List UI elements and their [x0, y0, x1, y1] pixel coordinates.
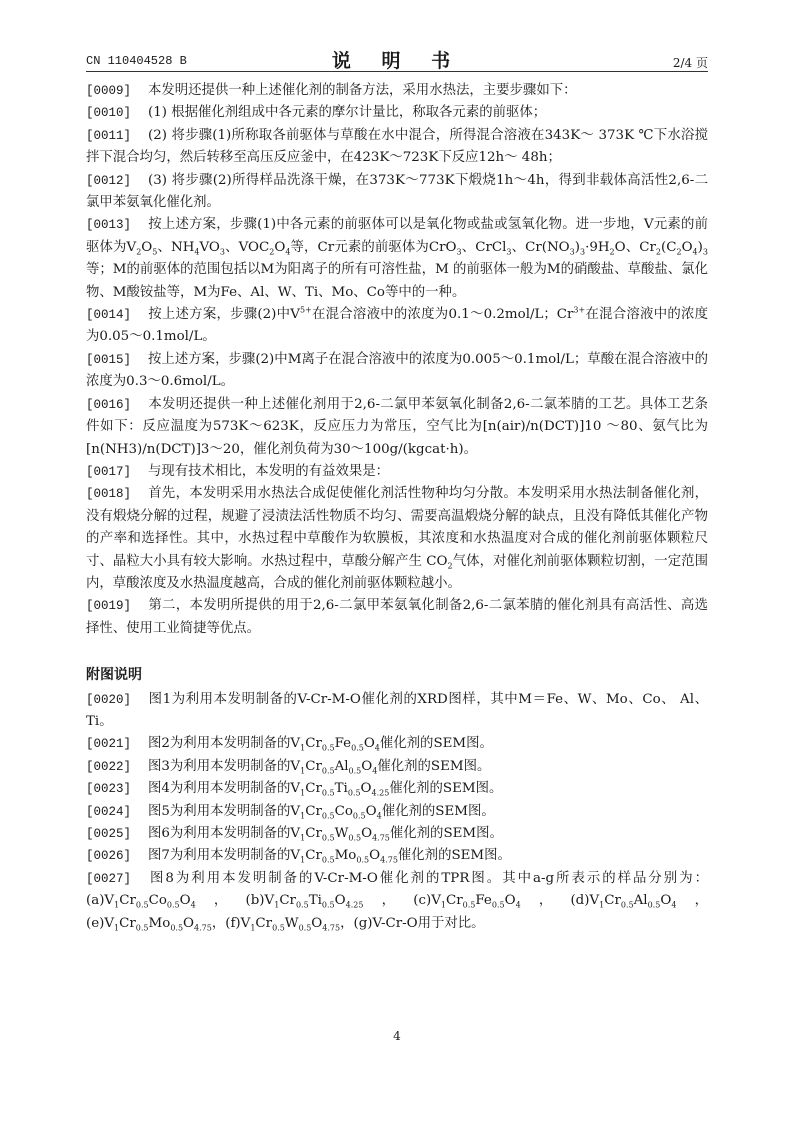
- paragraph-p0016: [86, 394, 708, 461]
- figure-description-list: [86, 689, 708, 935]
- paragraph-text: 图1为利用本发明制备的V-Cr-M-O催化剂的XRD图样，其中M＝Fe、W、Mo、Co、 Al、 Ti。: [86, 691, 708, 729]
- paragraph-number: [0025]: [86, 827, 132, 841]
- document-body: [86, 80, 708, 935]
- paragraph-p0020: [86, 689, 708, 734]
- paragraph-text: 本发明还提供一种上述催化剂的制备方法，采用水热法，主要步骤如下：: [148, 83, 577, 98]
- section-title: 附图说明: [86, 667, 142, 684]
- paragraph-text: 图3为利用本发明制备的$V_1Cr_{0.5}Al_{0.5}O_4$催化剂的SEM图。: [148, 758, 491, 776]
- paragraph-text: 第二，本发明所提供的用于2,6-二氯甲苯氨氧化制备2,6-二氯苯腈的催化剂具有高活性、高选择性、使用工业简捷等优点。: [86, 598, 708, 636]
- paragraph-number: [0016]: [86, 397, 132, 412]
- paragraph-text: (3) 将步骤(2)所得样品洗涤干燥，在373K～773K下煅烧1h～4h，得到非载体高活性2,6-二氯甲苯氨氧化催化剂。: [86, 172, 708, 211]
- paragraph-number: [0026]: [86, 849, 132, 864]
- patent-number: CN 110404528 B: [86, 54, 187, 68]
- paragraph-text: 按上述方案，步骤(2)中$V^{5+}$在混合溶液中的浓度为0.1～0.2mol/L；$Cr^{3+}$在混合溶液中的浓度为0.05～0.1mol/L。: [86, 305, 709, 345]
- paragraph-p0011: [86, 125, 708, 170]
- paragraph-text: (2) 将步骤(1)所称取各前驱体与草酸在水中混合，所得混合溶液在343K～ 373K ℃下水浴搅拌下混合均匀，然后转移至高压反应釜中，在423K～723K下反应12h～ 48h；: [86, 127, 708, 166]
- paragraph-p0015: [86, 349, 708, 394]
- page-indicator: 2/4 页: [672, 56, 708, 70]
- paragraph-number: [0020]: [86, 692, 132, 707]
- paragraph-text: 图6为利用本发明制备的$V_1Cr_{0.5}W_{0.5}O_{4.75}$催化剂的SEM图。: [148, 826, 503, 843]
- page-number: 4: [393, 1029, 401, 1043]
- paragraph-p0019: [86, 595, 708, 640]
- paragraph-list: [86, 80, 708, 640]
- paragraph-number: [0010]: [86, 106, 132, 121]
- paragraph-p0022: [86, 756, 708, 778]
- paragraph-number: [0027]: [86, 871, 132, 886]
- paragraph-p0012: [86, 170, 708, 215]
- paragraph-number: [0011]: [86, 128, 132, 143]
- paragraph-p0024: [86, 801, 708, 823]
- paragraph-p0010: [86, 102, 708, 124]
- paragraph-number: [0022]: [86, 759, 132, 774]
- document-title: 说 明 书: [331, 50, 463, 72]
- paragraph-text: 按上述方案，步骤(1)中各元素的前驱体可以是氧化物或盐或氢氧化物。进一步地，V元素的前驱体为$V_2O_5$、$NH_4VO_3$、$VOC_2O_4$等，Cr元素的前驱体为CrO$_3$、CrCl$_3$、$Cr(NO_3)_3\cdot 9H_2O$、$Cr_2(C_2O_4)_3$等；M的前驱体的范围包括以M为阳离子的所有可溶性盐，M 的前驱体一般为M的硝酸盐、草酸盐、氯化物、M酸铵盐等，M为Fe、Al、W、Ti、Mo、Co等中的一种。: [86, 217, 708, 300]
- paragraph-p0026: [86, 845, 708, 867]
- paragraph-number: [0018]: [86, 487, 132, 502]
- paragraph-text: 本发明还提供一种上述催化剂用于2,6-二氯甲苯氨氧化制备2,6-二氯苯腈的工艺。具体工艺条件如下：反应温度为573K～623K，反应压力为常压，空气比为[n(air)/n(DCT)]10 ～80、氨气比为[n(NH3)/n(DCT)]3～20，催化剂负荷为30～100g/(kgcat·h)。: [86, 396, 708, 457]
- paragraph-number: [0019]: [86, 599, 132, 614]
- paragraph-number: [0021]: [86, 737, 132, 752]
- paragraph-number: [0013]: [86, 218, 132, 233]
- paragraph-p0025: [86, 823, 708, 845]
- paragraph-p0021: [86, 733, 708, 755]
- paragraph-p0018: [86, 483, 708, 595]
- paragraph-p0023: [86, 778, 708, 800]
- paragraph-text: 图4为利用本发明制备的$V_1Cr_{0.5}Ti_{0.5}O_{4.25}$催化剂的SEM图。: [148, 781, 503, 798]
- page-header: [86, 46, 708, 70]
- header-divider: [86, 71, 708, 72]
- paragraph-text: 与现有技术相比，本发明的有益效果是：: [148, 463, 390, 479]
- paragraph-number: [0015]: [86, 352, 132, 367]
- paragraph-p0014: [86, 304, 708, 349]
- paragraph-text: (1) 根据催化剂组成中各元素的摩尔计量比，称取各元素的前驱体；: [148, 105, 547, 121]
- paragraph-number: [0023]: [86, 782, 132, 797]
- paragraph-text: 图2为利用本发明制备的$V_1Cr_{0.5}Fe_{0.5}O_4$催化剂的SEM图。: [148, 736, 493, 754]
- paragraph-p0017: [86, 461, 708, 483]
- paragraph-text: 首先，本发明采用水热法合成促使催化剂活性物种均匀分散。本发明采用水热法制备催化剂，没有煅烧分解的过程，规避了浸渍法活性物质不均匀、需要高温煅烧分解的缺点，且没有降低其催化产物的产率和选择性。其中，水热过程中草酸作为软膜板，其浓度和水热温度对合成的催化剂前驱体颗粒尺寸、晶粒大小具有较大影响。水热过程中，草酸分解产生 $CO_2$气体，对催化剂前驱体颗粒切割，一定范围内，草酸浓度及水热温度越高，合成的催化剂前驱体颗粒越小。: [86, 486, 709, 591]
- paragraph-number: [0017]: [86, 464, 132, 479]
- paragraph-p0009: [86, 80, 708, 102]
- paragraph-number: [0012]: [86, 173, 132, 188]
- paragraph-number: [0009]: [86, 84, 132, 98]
- paragraph-text: 图5为利用本发明制备的$V_1Cr_{0.5}Co_{0.5}O_4$催化剂的SEM图。: [148, 803, 495, 821]
- paragraph-text: 图7为利用本发明制备的$V_1Cr_{0.5}Mo_{0.5}O_{4.75}$催化剂的SEM图。: [148, 848, 511, 866]
- paragraph-p0013: [86, 214, 708, 304]
- paragraph-text: 按上述方案，步骤(2)中M离子在混合溶液中的浓度为0.005～0.1mol/L；草酸在混合溶液中的浓度为0.3～0.6mol/L。: [86, 351, 708, 390]
- paragraph-number: [0024]: [86, 804, 132, 819]
- paragraph-number: [0014]: [86, 308, 132, 323]
- paragraph-p0027: [86, 868, 708, 935]
- paragraph-text: 图8为利用本发明制备的V-Cr-M-O催化剂的TPR图。其中a-g所表示的样品分别为：$(a)V_1Cr_{0.5}Co_{0.5}O_4$，$(b)V_1Cr_{0.5}Ti_{0.5}O_{4.25}$，$(c)V_1Cr_{0.5}Fe_{0.5}O_4$，$(d)V_1Cr_{0.5}Al_{0.5}O_4$，$(e)V_1Cr_{0.5}Mo_{0.5}O_{4.75}$，$(f)V_1Cr_{0.5}W_{0.5}O_{4.75}$，(g)V-Cr-O用于对比。: [86, 870, 708, 933]
